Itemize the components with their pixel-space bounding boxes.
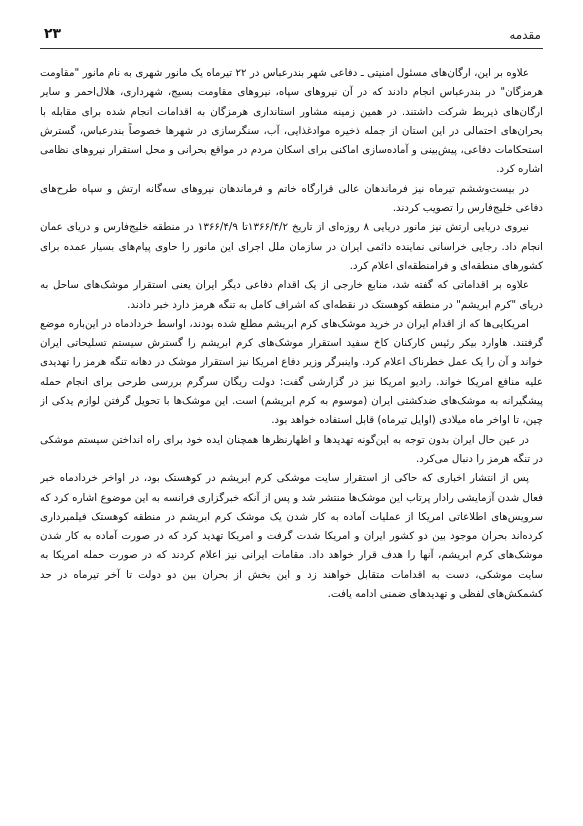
page-number: ۲۳ <box>44 26 62 42</box>
body-text <box>40 64 543 814</box>
paragraph-6: در عین حال ایران بدون توجه به این‌گونه تهدیدها و اظهارنظرها همچنان ایده خود برای راه انداختن سیستم موشکی در تنگه هرمز را دنبال می‌کرد. <box>40 433 543 465</box>
running-header-title: مقدمه <box>509 28 541 42</box>
paragraph-2: در بیست‌وششم تیرماه نیز فرماندهان عالی قرارگاه خاتم و فرماندهان نیروهای سه‌گانه ارتش و سپاه طرح‌های دفاعی خلیج‌فارس را تصویب کردند. <box>40 182 543 215</box>
page-header <box>40 22 543 48</box>
paragraph-1: علاوه بر این، ارگان‌های مسئول امنیتی ـ دفاعی شهر بندرعباس در ۲۲ تیرماه یک مانور شهری به نام مانور "مقاومت هرمزگان" در بندرعباس انجام دادند که در آن نیروهای سپاه، نیروهای مقاومت بسیج، شهرداری، هلال‌احمر و سایر ارگان‌های ذیربط شرکت داشتند. در همین زمینه مشاور استانداری هرمزگان به اقدامات انجام شده برای مقابله با بحران‌های احتمالی در این استان از جمله ذخیره مواد‌غذایی، آب، سنگرسازی در شهرها خصوصاً بندرعباس، گسترش استحکامات دفاعی، پیش‌بینی و آماده‌سازی اماکنی برای اسکان مردم در مواقع بحرانی و محل استقرار نیروهای نظامی اشاره کرد. <box>40 67 543 176</box>
paragraph-3: نیروی دریایی ارتش نیز مانور دریایی ۸ روزه‌ای از تاریخ ۱۳۶۶/۴/۲تا ۱۳۶۶/۴/۹ در منطقه خلیج‌فارس و دریای عمان انجام داد. رجایی خراسانی نماینده دائمی ایران در سازمان ملل اجرای این مانور را حاوی پیام‌های بسیار عمده برای کشورهای منطقه‌ای و فرامنطقه‌ای اعلام کرد. <box>40 221 543 272</box>
paragraph-7: پس از انتشار اخباری که حاکی از استقرار سایت موشکی کرم ابریشم در کوهستک بود، در اواخر خردادماه خبر فعال شدن آزمایشی رادار پرتاب این موشک‌ها منتشر شد و پس از آنکه خبرگزاری فرانسه به این موضوع اشاره کرد که سرویس‌های اطلاعاتی امریکا از عملیات آماده به کار شدن یک موشک کرم ابریشم در منطقه کوهستک فیلمبرداری کرده‌اند بحران موجود بین دو کشور ایران و امریکا شدت گرفت و امریکا تهدید کرد که در صورت آماده به کار شدن موشک‌های کرم ابریشم، آنها را هدف قرار خواهد داد. مقامات ایرانی نیز اعلام کردند که در صورت حمله امریکا به سایت موشکی، دست به اقدامات متقابل خواهند زد و این بخش از بحران بین دو دولت تا آخر تیرماه در حد کشمکش‌های لفظی و تهدیدهای ضمنی ادامه یافت. <box>40 472 543 601</box>
paragraph-5: امریکایی‌ها که از اقدام ایران در خرید موشک‌های کرم ابریشم مطلع شده بودند، اواسط خردادماه در این‌باره موضع گرفتند. هاوارد بیکر رئیس کارکنان کاخ سفید استقرار موشک‌های کرم ابریشم را گسترش سیستم تسلیحاتی ایران خواند و آن را یک عمل خطرناک اعلام کرد. واینبرگر وزیر دفاع امریکا نیز استقرار موشک در دهانه تنگه هرمز را تهدیدی علیه منافع امریکا خواند. رادیو امریکا نیز در گزارشی گفت: دولت ریگان سرگرم بررسی طرحی برای انجام حمله پیشگیرانه به موشک‌های ضدکشتی ایران (موسوم به کرم ابریشم) است. این موشک‌ها با تحویل گرفتن لوازم یدکی از چین، تا اواخر ماه میلادی (اوایل تیرماه) قابل استفاده خواهد بود. <box>40 317 543 427</box>
paragraph-4: علاوه بر اقداماتی که گفته شد، منابع خارجی از یک اقدام دفاعی دیگر ایران یعنی استقرار موشک‌های ساحل به دریای "کرم ابریشم" در منطقه کوهستک در نقطه‌ای که اشراف کامل به تنگه هرمز دارد خبر دادند. <box>40 279 543 311</box>
header-divider <box>40 48 543 49</box>
